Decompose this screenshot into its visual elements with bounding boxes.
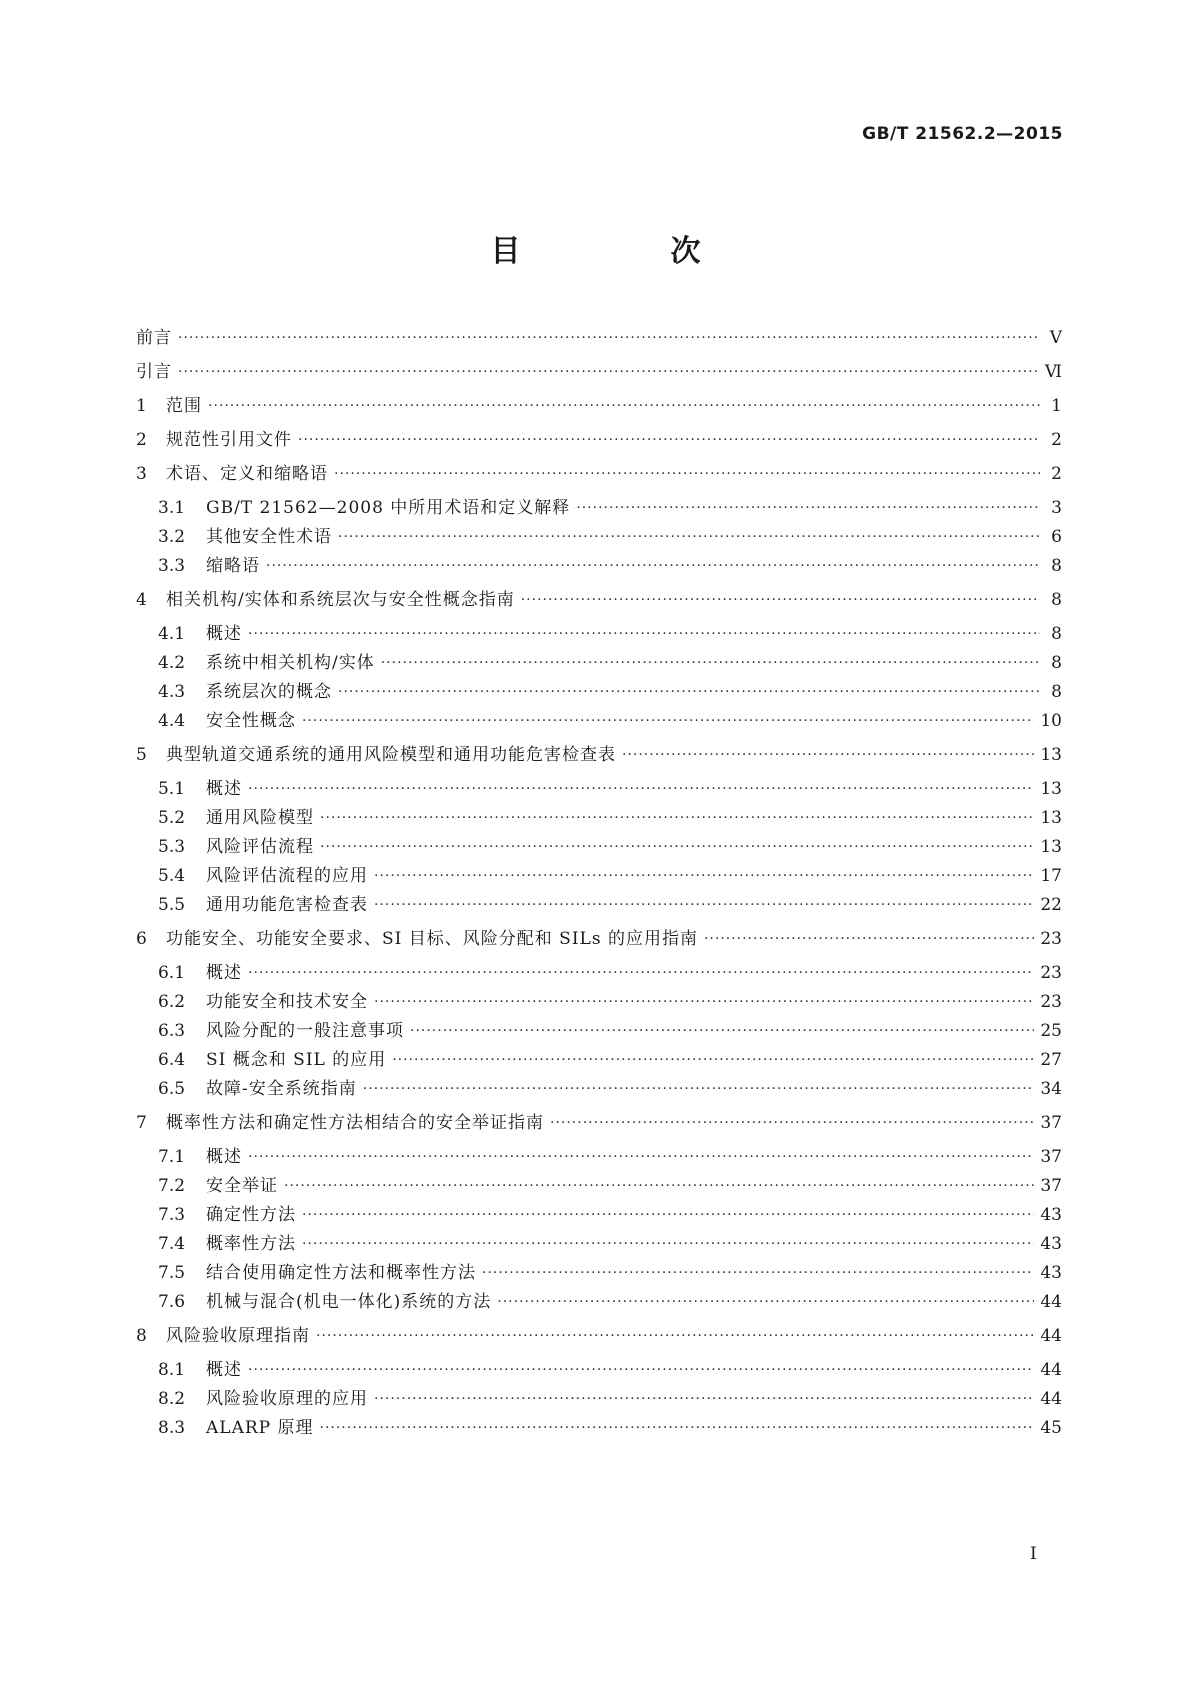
dot-leader: [374, 990, 1034, 1014]
toc-entry[interactable]: [158, 806, 1062, 830]
toc-entry-number: 7.5: [158, 1263, 186, 1283]
dot-leader: [248, 777, 1034, 801]
toc-entry[interactable]: [158, 525, 1062, 549]
dot-leader: [302, 1203, 1034, 1227]
dot-leader: [248, 622, 1040, 646]
dot-leader: [497, 1290, 1034, 1314]
toc-entry-label: 风险评估流程的应用: [206, 866, 368, 886]
toc-entry-label: 前言: [136, 328, 172, 348]
toc-entry-label: 功能安全、功能安全要求、SI 目标、风险分配和 SILs 的应用指南: [166, 929, 698, 949]
dot-leader: [363, 1077, 1035, 1101]
dot-leader: [374, 864, 1034, 888]
toc-entry-label: 引言: [136, 362, 172, 382]
toc-entry-number: 4.3: [158, 682, 186, 702]
dot-leader: [521, 588, 1040, 612]
toc-entry-page: 8: [1051, 556, 1062, 576]
toc-entry-page: 34: [1040, 1079, 1062, 1099]
toc-entry-number: 7.1: [158, 1147, 186, 1167]
toc-entry[interactable]: [158, 496, 1062, 520]
toc-entry-page: 22: [1040, 895, 1062, 915]
toc-entry-label: 典型轨道交通系统的通用风险模型和通用功能危害检查表: [166, 745, 616, 765]
toc-entry-page: 17: [1040, 866, 1062, 886]
toc-entry-label: 风险验收原理的应用: [206, 1389, 368, 1409]
toc-entry[interactable]: [158, 864, 1062, 888]
toc-entry-page: 44: [1040, 1360, 1062, 1380]
toc-entry-number: 8.1: [158, 1360, 186, 1380]
toc-entry-number: 8.2: [158, 1389, 186, 1409]
toc-entry-number: 6: [136, 929, 147, 949]
toc-entry-number: 5: [136, 745, 147, 765]
toc-entry[interactable]: [158, 1290, 1062, 1314]
toc-entry-number: 3.1: [158, 498, 186, 518]
toc-entry-label: 范围: [166, 396, 202, 416]
toc-entry[interactable]: [158, 961, 1062, 985]
dot-leader: [381, 651, 1040, 675]
toc-entry-number: 2: [136, 430, 147, 450]
toc-entry-page: 13: [1040, 745, 1062, 765]
toc-entry-page: 6: [1051, 527, 1062, 547]
toc-entry-page: 8: [1051, 590, 1062, 610]
toc-entry-label: 风险评估流程: [206, 837, 314, 857]
toc-entry[interactable]: [158, 1261, 1062, 1285]
toc-entry-label: 系统层次的概念: [206, 682, 332, 702]
toc-entry-page: 10: [1040, 711, 1062, 731]
toc-entry-page: 13: [1040, 779, 1062, 799]
toc-entry-page: 45: [1040, 1418, 1062, 1438]
toc-entry-label: 其他安全性术语: [206, 527, 332, 547]
toc-entry[interactable]: [158, 554, 1062, 578]
toc-entry[interactable]: [158, 1174, 1062, 1198]
toc-entry-label: 概述: [206, 624, 242, 644]
toc-entry-label: 概率性方法: [206, 1234, 296, 1254]
dot-leader: [374, 1387, 1034, 1411]
toc-entry-number: 7.3: [158, 1205, 186, 1225]
toc-entry-page: 8: [1051, 624, 1062, 644]
dot-leader: [248, 1145, 1034, 1169]
toc-entry-page: 3: [1051, 498, 1062, 518]
toc-entry[interactable]: [158, 1232, 1062, 1256]
toc-entry-label: 概述: [206, 1147, 242, 1167]
toc-entry-label: 通用功能危害检查表: [206, 895, 368, 915]
toc-entry-page: Ⅵ: [1044, 362, 1062, 382]
toc-entry-number: 5.3: [158, 837, 186, 857]
dot-leader: [320, 806, 1034, 830]
toc-entry[interactable]: [158, 1358, 1062, 1382]
dot-leader: [550, 1111, 1034, 1135]
toc-entry[interactable]: [136, 360, 1062, 384]
toc-entry[interactable]: [158, 1416, 1062, 1440]
toc-entry-label: 规范性引用文件: [166, 430, 292, 450]
toc-entry-number: 6.2: [158, 992, 186, 1012]
toc-entry-page: 43: [1040, 1234, 1062, 1254]
toc-entry[interactable]: [158, 1387, 1062, 1411]
toc-entry-label: 缩略语: [206, 556, 260, 576]
toc-entry-label: 概述: [206, 1360, 242, 1380]
toc-entry-number: 6.1: [158, 963, 186, 983]
toc-entry-label: 系统中相关机构/实体: [206, 653, 375, 673]
toc-entry-number: 1: [136, 396, 147, 416]
dot-leader: [320, 1416, 1035, 1440]
toc-entry[interactable]: [136, 588, 1062, 612]
toc-entry-label: 风险验收原理指南: [166, 1326, 310, 1346]
toc-entry[interactable]: [136, 428, 1062, 452]
dot-leader: [178, 326, 1040, 350]
toc-entry-number: 7.2: [158, 1176, 186, 1196]
toc-entry-label: 风险分配的一般注意事项: [206, 1021, 404, 1041]
toc-entry-page: Ⅴ: [1049, 328, 1062, 348]
dot-leader: [302, 1232, 1034, 1256]
toc-entry-number: 5.2: [158, 808, 186, 828]
dot-leader: [338, 525, 1040, 549]
dot-leader: [320, 835, 1034, 859]
toc-entry[interactable]: [158, 777, 1062, 801]
toc-entry-label: 概述: [206, 779, 242, 799]
toc-entry-label: 安全性概念: [206, 711, 296, 731]
dot-leader: [704, 927, 1034, 951]
toc-entry-page: 13: [1040, 837, 1062, 857]
toc-entry[interactable]: [158, 990, 1062, 1014]
dot-leader: [316, 1324, 1034, 1348]
toc-entry[interactable]: [136, 743, 1062, 767]
toc-entry[interactable]: [136, 1324, 1062, 1348]
toc-entry-number: 5.1: [158, 779, 186, 799]
toc-entry[interactable]: [158, 1077, 1062, 1101]
toc-entry-number: 8.3: [158, 1418, 186, 1438]
toc-entry[interactable]: [158, 1048, 1062, 1072]
toc-entry[interactable]: [158, 893, 1062, 917]
toc-entry[interactable]: [158, 1019, 1062, 1043]
toc-entry-number: 5.5: [158, 895, 186, 915]
toc-entry-page: 1: [1051, 396, 1062, 416]
page-title: 目 次: [490, 234, 761, 269]
dot-leader: [334, 462, 1040, 486]
toc-entry-label: 概率性方法和确定性方法相结合的安全举证指南: [166, 1113, 544, 1133]
toc-entry-label: 通用风险模型: [206, 808, 314, 828]
dot-leader: [482, 1261, 1034, 1285]
dot-leader: [576, 496, 1040, 520]
toc-entry-number: 8: [136, 1326, 147, 1346]
toc-entry-page: 27: [1040, 1050, 1062, 1070]
toc-entry[interactable]: [136, 1111, 1062, 1135]
toc-entry-page: 2: [1051, 430, 1062, 450]
toc-entry-page: 44: [1040, 1292, 1062, 1312]
toc-entry-number: 4: [136, 590, 147, 610]
toc-entry-number: 4.2: [158, 653, 186, 673]
toc-entry-number: 6.5: [158, 1079, 186, 1099]
standard-code: GB/T 21562.2—2015: [862, 124, 1063, 144]
toc-entry-label: SI 概念和 SIL 的应用: [206, 1050, 387, 1070]
toc-entry-label: 结合使用确定性方法和概率性方法: [206, 1263, 476, 1283]
toc-entry-page: 25: [1040, 1021, 1062, 1041]
toc-entry-number: 6.3: [158, 1021, 186, 1041]
page-folio: I: [1030, 1544, 1037, 1564]
dot-leader: [208, 394, 1040, 418]
toc-entry-label: ALARP 原理: [206, 1418, 314, 1438]
dot-leader: [410, 1019, 1034, 1043]
dot-leader: [284, 1174, 1034, 1198]
toc-entry-number: 7: [136, 1113, 147, 1133]
toc-entry[interactable]: [158, 1145, 1062, 1169]
toc-entry[interactable]: [136, 927, 1062, 951]
toc-entry-label: 术语、定义和缩略语: [166, 464, 328, 484]
toc-entry-page: 23: [1040, 963, 1062, 983]
dot-leader: [302, 709, 1034, 733]
toc-entry-number: 3: [136, 464, 147, 484]
toc-entry[interactable]: [158, 622, 1062, 646]
toc-entry-label: 确定性方法: [206, 1205, 296, 1225]
toc-entry-label: 功能安全和技术安全: [206, 992, 368, 1012]
toc-entry[interactable]: [158, 651, 1062, 675]
toc-entry[interactable]: [136, 326, 1062, 350]
toc-entry-page: 43: [1040, 1205, 1062, 1225]
dot-leader: [622, 743, 1034, 767]
toc-entry-page: 8: [1051, 653, 1062, 673]
dot-leader: [266, 554, 1040, 578]
toc-entry-page: 44: [1040, 1326, 1062, 1346]
toc-entry-label: 机械与混合(机电一体化)系统的方法: [206, 1292, 492, 1312]
toc-entry-label: GB/T 21562—2008 中所用术语和定义解释: [206, 498, 571, 518]
toc-entry-page: 8: [1051, 682, 1062, 702]
toc-entry-page: 13: [1040, 808, 1062, 828]
dot-leader: [298, 428, 1040, 452]
toc-entry[interactable]: [158, 1203, 1062, 1227]
dot-leader: [338, 680, 1040, 704]
toc-entry-page: 37: [1040, 1113, 1062, 1133]
toc-entry-number: 7.4: [158, 1234, 186, 1254]
toc-entry-number: 3.3: [158, 556, 186, 576]
toc-entry-label: 概述: [206, 963, 242, 983]
toc-entry-page: 44: [1040, 1389, 1062, 1409]
toc-entry-number: 6.4: [158, 1050, 186, 1070]
toc-entry-number: 7.6: [158, 1292, 186, 1312]
toc-entry-page: 37: [1040, 1147, 1062, 1167]
toc-entry-page: 23: [1040, 992, 1062, 1012]
toc-entry[interactable]: [136, 394, 1062, 418]
toc-entry-label: 相关机构/实体和系统层次与安全性概念指南: [166, 590, 515, 610]
toc-entry-page: 23: [1040, 929, 1062, 949]
dot-leader: [248, 961, 1034, 985]
toc-entry-label: 故障-安全系统指南: [206, 1079, 357, 1099]
dot-leader: [374, 893, 1034, 917]
dot-leader: [178, 360, 1039, 384]
toc-entry-page: 2: [1051, 464, 1062, 484]
toc-entry[interactable]: [158, 680, 1062, 704]
toc-entry-number: 4.1: [158, 624, 186, 644]
toc-entry-number: 4.4: [158, 711, 186, 731]
toc-entry[interactable]: [158, 709, 1062, 733]
toc-entry[interactable]: [136, 462, 1062, 486]
toc-entry-label: 安全举证: [206, 1176, 278, 1196]
toc-entry-page: 43: [1040, 1263, 1062, 1283]
toc-entry-number: 5.4: [158, 866, 186, 886]
toc-entry-number: 3.2: [158, 527, 186, 547]
toc-entry-page: 37: [1040, 1176, 1062, 1196]
dot-leader: [392, 1048, 1034, 1072]
toc-entry[interactable]: [158, 835, 1062, 859]
dot-leader: [248, 1358, 1034, 1382]
